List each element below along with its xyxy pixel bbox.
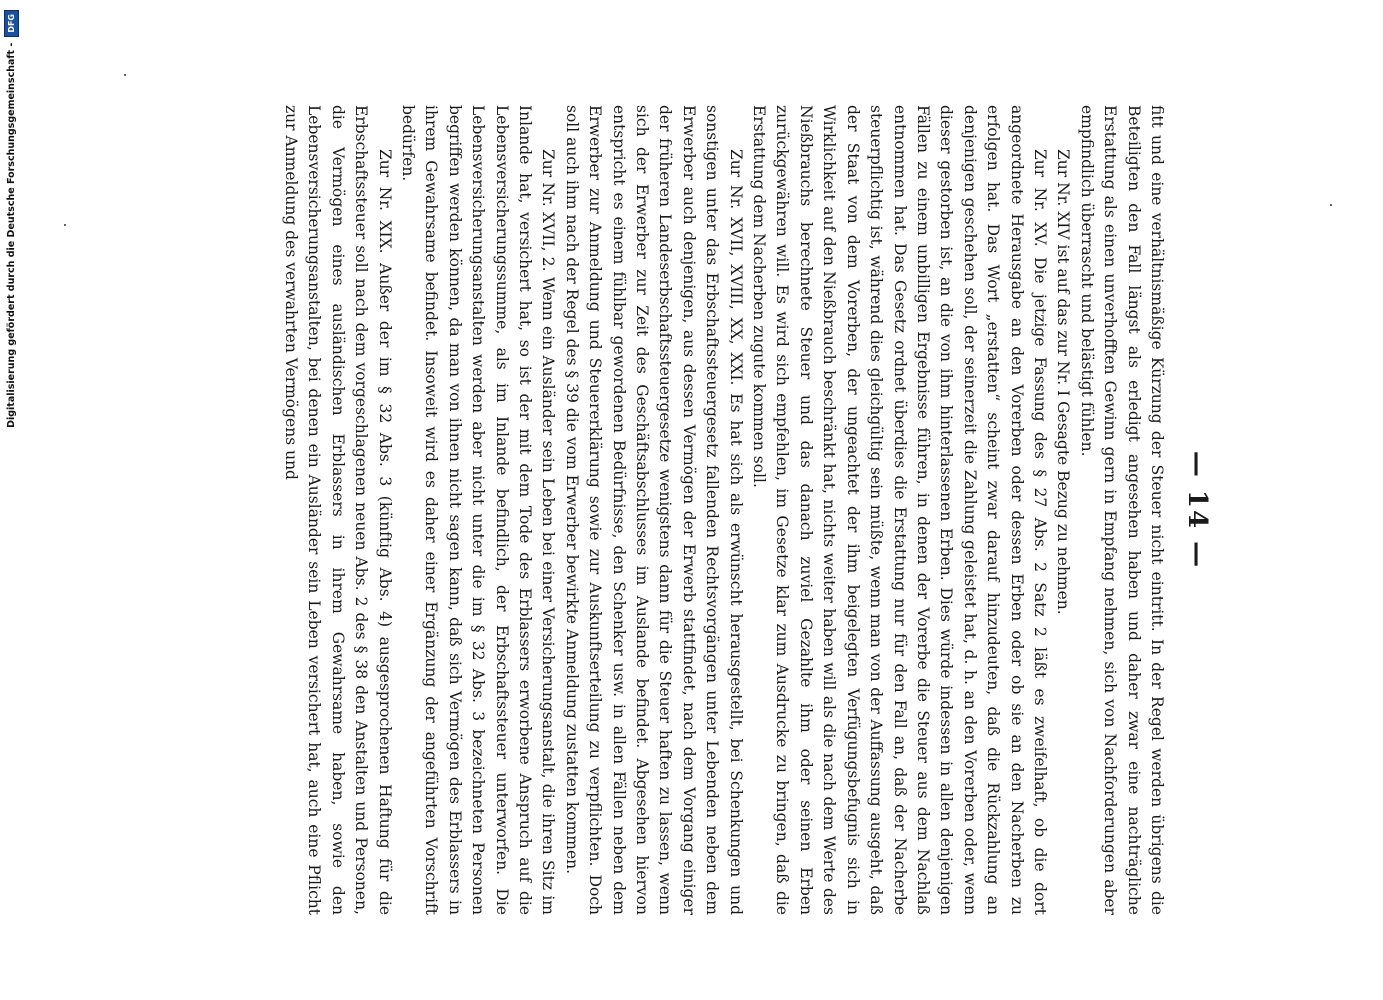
body-text <box>279 105 1168 915</box>
paragraph-4: Zur Nr. XVII, XVIII, XX, XXI. Es hat sich als erwünscht herausgestellt, bei Schenkungen und sonstigen unter das Erbschaftssteuergesetz fallenden Rechtsvorgängen unter Lebenden neben dem Erwerber auch denjenigen, aus dessen Vermögen der Erwerb stattfindet, nach dem Vorgang einiger der früheren Landeserbschaftssteuergesetze wenigstens dann für die Steuer haften zu lassen, wenn sich der Erwerber zur Zeit des Geschäftsabschlusses im Auslande befindet. Abgesehen hiervon entspricht es einem fühlbar gewordenen Bedürfnisse, den Schenker usw. in allen Fällen neben dem Erwerber zur Anmeldung und Steuererklärung sowie zur Auskunftserteilung zu verpflichten. Doch soll auch ihm nach der Regel des § 39 die vom Erwerber bewirkte Anmeldung zustatten kommen. <box>562 105 745 915</box>
scan-speck <box>64 224 66 226</box>
digitization-credit: Digitalisierung gefördert durch die Deutsche Forschungsgemeinschaft - <box>5 42 17 428</box>
dfg-logo: DFG <box>4 10 19 37</box>
scan-speck <box>124 74 126 76</box>
rotated-page-content <box>120 95 1220 925</box>
page-number: — 14 — <box>1182 450 1212 570</box>
paragraph-2: Zur Nr. XIV ist auf das zur Nr. I Gesagte Bezug zu nehmen. <box>1054 149 1073 615</box>
paragraph-3: Zur Nr. XV. Die jetzige Fassung des § 27 Abs. 2 Satz 2 läßt es zweifelhaft, ob die dort angeordnete Herausgabe an den Vorerben oder dessen Erben oder ob sie an den Nacherben zu erfolgen hat. Das Wort „erstatten“ scheint zwar darauf hinzudeuten, daß die Rückzahlung an denjenigen geschehen soll, der seinerzeit die Zahlung geleistet hat, d. h. an den Vorerben oder, wenn dieser gestorben ist, an die von ihm hinterlassenen Erben. Dies würde indessen in allen denjenigen Fällen zu einem unbilligen Ergebnisse führen, in denen der Vorerbe die Steuer aus dem Nachlaß entnommen hat. Das Gesetz ordnet überdies die Erstattung nur für den Fall an, daß der Nacherbe steuerpflichtig ist, während dies gleichgültig sein müßte, wenn man von der Auffassung ausgeht, daß der Staat von dem Vorerben, der ungeachtet der ihm beigelegten Verfügungsbefugnis sich in Wirklichkeit auf den Nießbrauch beschränkt hat, nichts weiter haben will als die nach dem Werte des Nießbrauchs berechnete Steuer und das danach zuviel Gezahlte ihm oder seinen Erben zurückgewähren will. Es wird sich empfehlen, im Gesetze klar zum Ausdrucke zu bringen, daß die Erstattung dem Nacherben zugute kommen soll. <box>750 105 1049 915</box>
digitization-sidebar <box>0 0 22 1000</box>
paragraph-5: Zur Nr. XVII, 2. Wenn ein Ausländer sein Leben bei einer Versicherungsanstalt, die ihren Sitz im Inlande hat, versichert hat, so ist der mit dem Tode des Erblassers erworbene Anspruch auf die Lebensversicherungssumme, als im Inlande befindlich, der Erbschaftssteuer unterworfen. Die Lebensversicherungsanstalten werden aber nicht unter die im § 32 Abs. 3 bezeichneten Personen begriffen werden können, da man von ihnen nicht sagen kann, daß sich Vermögen des Erblassers in ihrem Gewahrsame befindet. Insoweit wird es daher einer Ergänzung der angeführten Vorschrift bedürfen. <box>399 105 558 915</box>
paragraph-1: fitt und eine verhältnismäßige Kürzung der Steuer nicht eintritt. In der Regel werden übrigens die Beteiligten den Fall längst als erledigt angesehen haben und daher zwar eine nachträgliche Erstattung als einen unverhofften Gewinn gern in Empfang nehmen, sich von Nachforderungen aber empfindlich überrascht und belästigt fühlen. <box>1077 105 1166 915</box>
scan-speck <box>1330 204 1332 206</box>
paragraph-6: Zur Nr. XIX. Außer der im § 32 Abs. 3 (künftig Abs. 4) ausgesprochenen Haftung für die Erbschaftssteuer soll nach dem vorgeschlagenen neuen Abs. 2 des § 38 den Anstalten und Personen, die Vermögen eines ausländischen Erblassers in ihrem Gewahrsame haben, sowie den Lebensversicherungsanstalten, bei denen ein Ausländer sein Leben versichert hat, auch eine Pflicht zur Anmeldung des verwahrten Vermögens und <box>281 105 394 915</box>
